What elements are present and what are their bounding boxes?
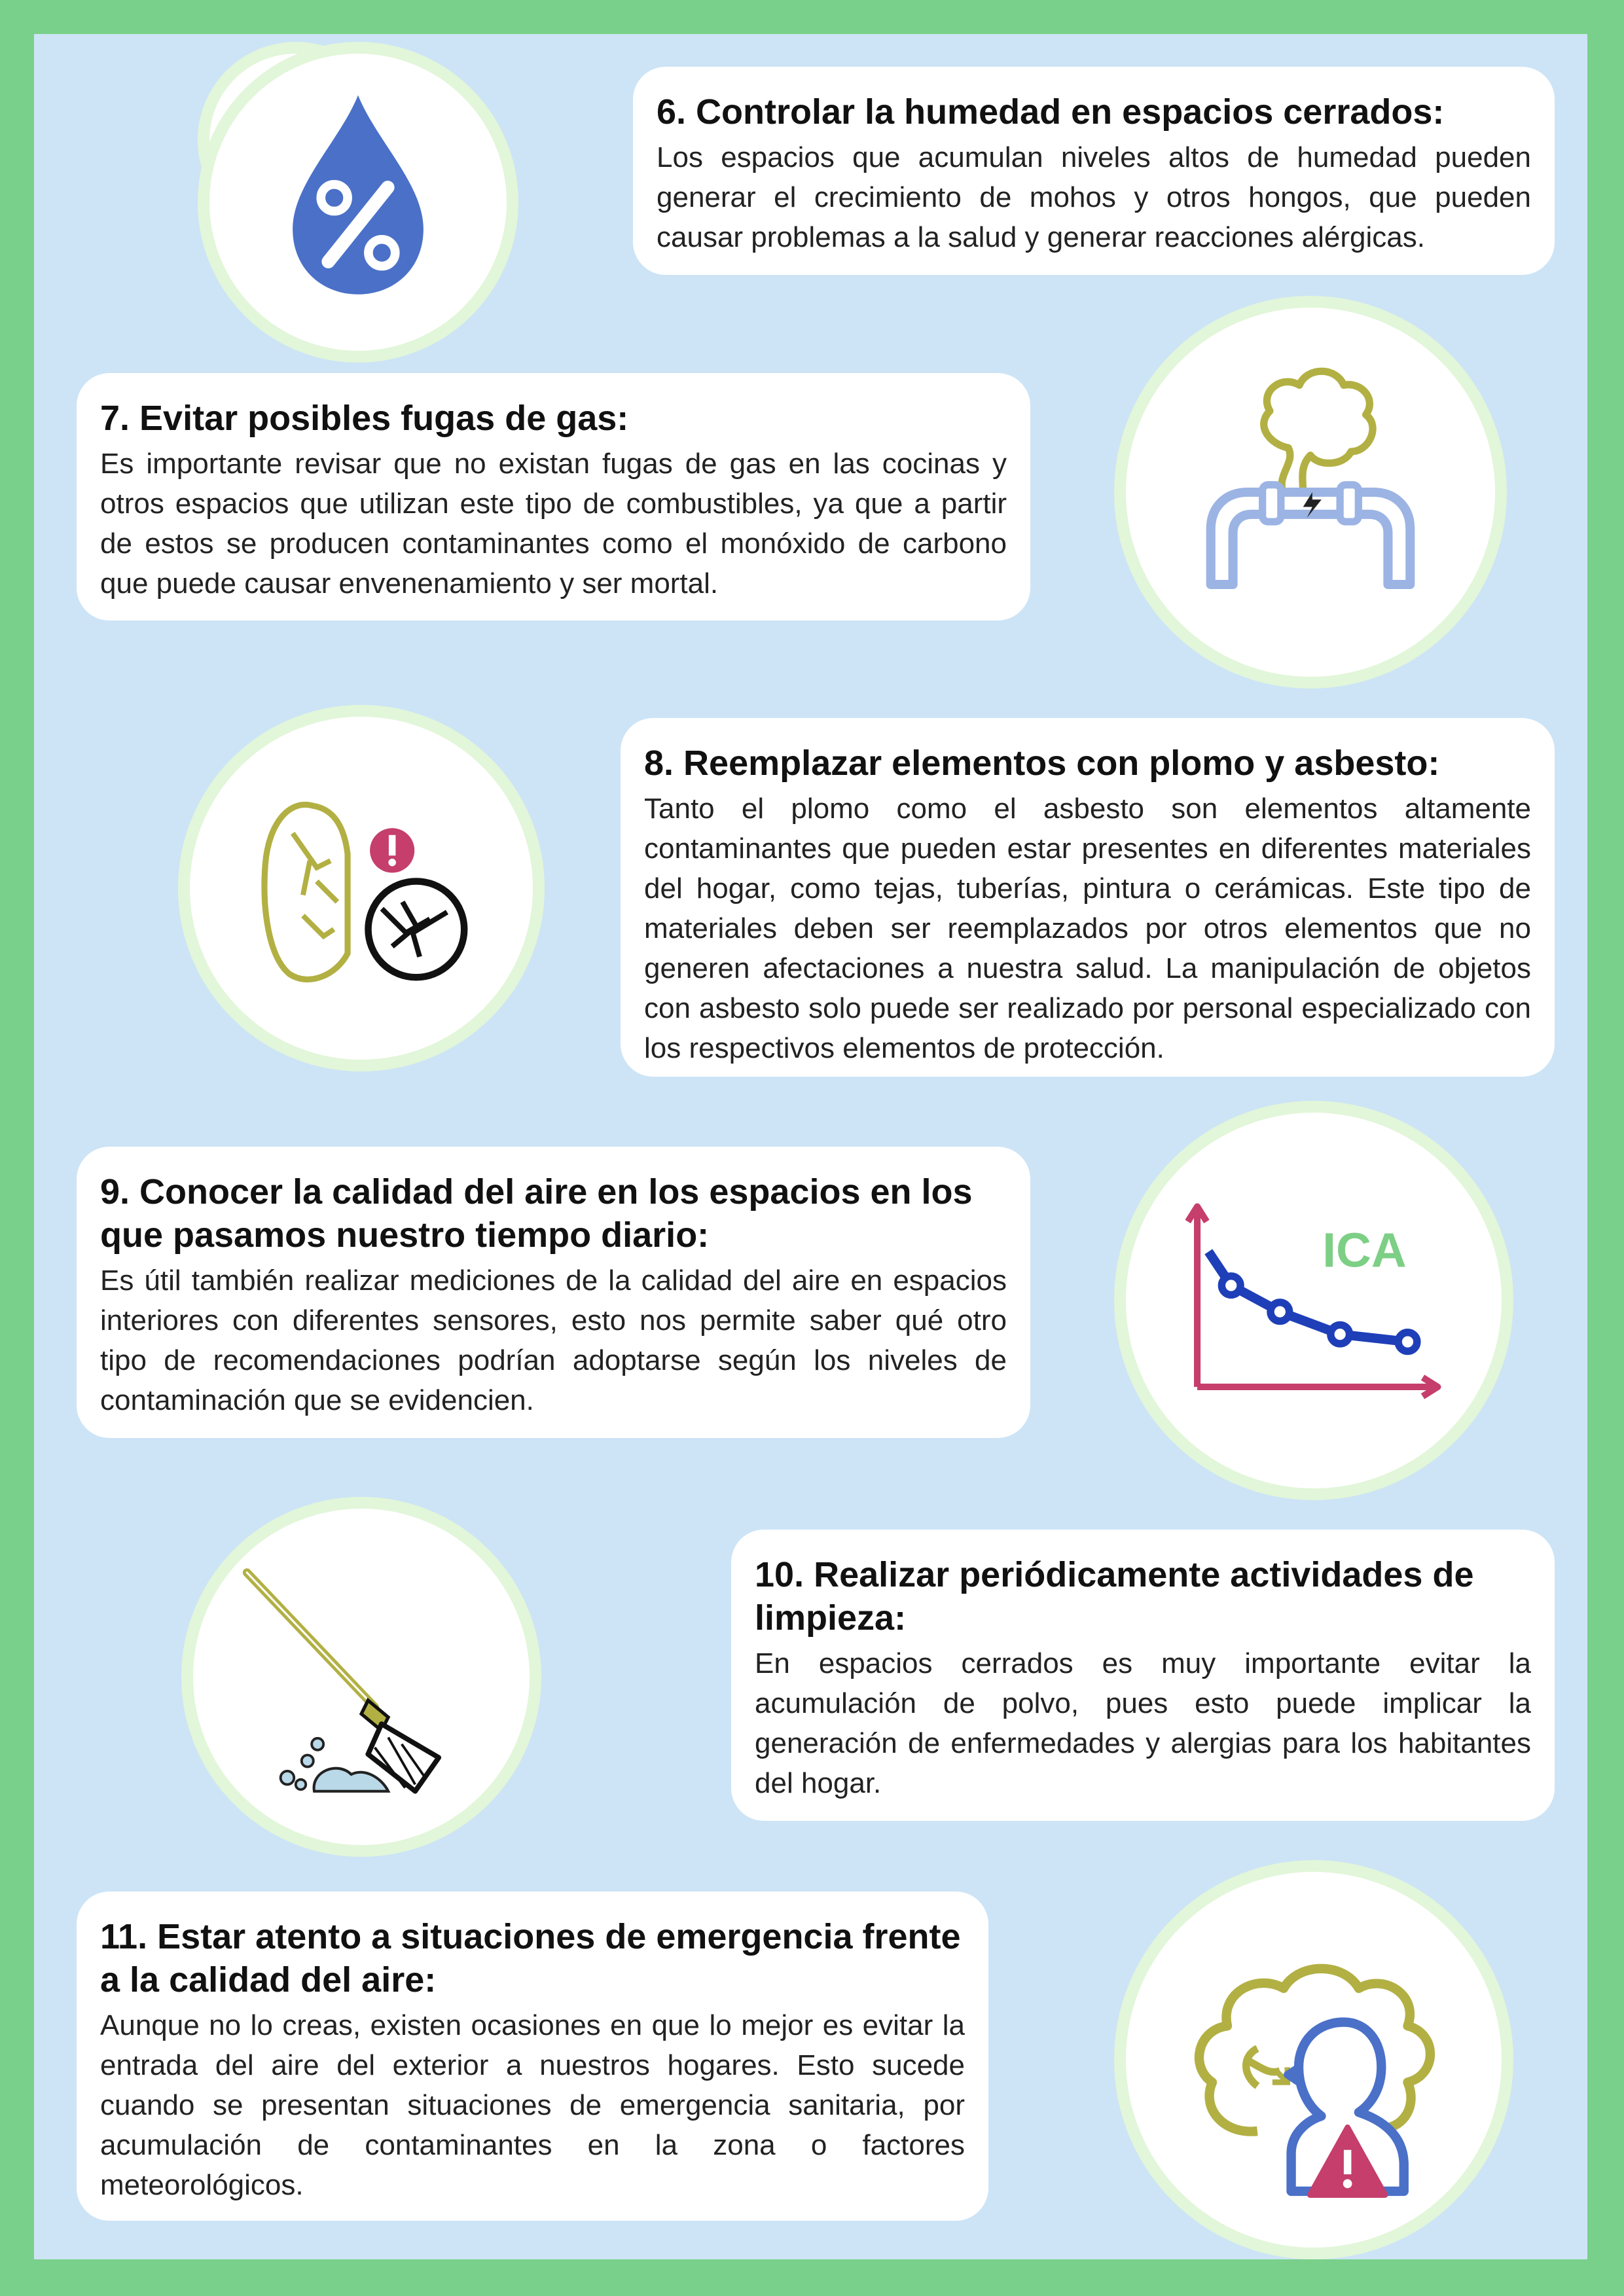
- tip-7-title: 7. Evitar posibles fugas de gas:: [100, 399, 629, 438]
- tip-11-title: 11. Estar atento a situaciones de emergencia frente a la calidad del aire:: [100, 1917, 961, 2000]
- infographic-page: [34, 34, 1587, 2259]
- gas-pipe-leak-icon: [1126, 308, 1495, 677]
- tip-6-card: [633, 67, 1555, 275]
- air-quality-circle: [1114, 1101, 1513, 1500]
- humidity-drop-circle: [198, 42, 518, 363]
- tip-11-card: [77, 1892, 988, 2221]
- tip-8-body: Tanto el plomo como el asbesto son elementos altamente contaminantes que pueden estar presentes en diferentes materiales del hogar, como tejas, tuberías, pintura o cerámicas. Este tipo de materiales deben ser reemplazados por otros elementos que no generen afectaciones a nuestra salud. La manipulación de objetos con asbesto solo puede ser realizado por personal especializado con los respectivos elementos de protección.: [644, 793, 1531, 1064]
- ica-label: ICA: [1322, 1222, 1407, 1278]
- tip-10-card: [731, 1530, 1555, 1821]
- tip-9-title: 9. Conocer la calidad del aire en los espacios en los que pasamos nuestro tiempo diario:: [100, 1172, 973, 1255]
- tip-11-body: Aunque no lo creas, existen ocasiones en que lo mejor es evitar la entrada del aire del exterior a nuestros hogares. Esto sucede cuando se presentan situaciones de emergencia sanitaria, por acumulación de contaminantes en la zona o factores meteorológicos.: [100, 2009, 965, 2201]
- lung-warning-icon: [190, 717, 533, 1060]
- lung-warning-circle: [178, 705, 545, 1071]
- tip-6-body: Los espacios que acumulan niveles altos de humedad pueden generar el crecimiento de mohos y otros hongos, que pueden causar problemas a la salud y generar reacciones alérgicas.: [657, 141, 1531, 253]
- tip-10-body: En espacios cerrados es muy importante evitar la acumulación de polvo, pues esto puede implicar la generación de enfermedades y alergias para los habitantes del hogar.: [755, 1647, 1531, 1799]
- tip-8-card: [621, 718, 1555, 1077]
- gas-pipe-circle: [1114, 296, 1507, 689]
- tip-6-title: 6. Controlar la humedad en espacios cerrados:: [657, 92, 1445, 132]
- broom-dust-icon: [193, 1509, 530, 1845]
- tip-9-card: [77, 1147, 1030, 1438]
- humidity-drop-icon: [209, 54, 507, 351]
- tip-8-title: 8. Reemplazar elementos con plomo y asbesto:: [644, 744, 1440, 783]
- tip-7-body: Es importante revisar que no existan fugas de gas en las cocinas y otros espacios que utilizan este tipo de combustibles, ya que a partir de estos se producen contaminantes como el monóxido de carbono que puede causar envenenamiento y ser mortal.: [100, 448, 1007, 600]
- tip-7-card: [77, 373, 1030, 620]
- tip-9-body: Es útil también realizar mediciones de la calidad del aire en espacios interiores con diferentes sensores, esto nos permite saber qué otro tipo de recomendaciones podrían adoptarse según los niveles de contaminación que se evidencien.: [100, 1265, 1007, 1416]
- person-smoke-alert-icon: [1126, 1872, 1502, 2248]
- emergency-circle: [1114, 1860, 1513, 2259]
- broom-circle: [181, 1497, 541, 1857]
- air-quality-chart-icon: [1126, 1113, 1502, 1488]
- tip-10-title: 10. Realizar periódicamente actividades de limpieza:: [755, 1555, 1474, 1638]
